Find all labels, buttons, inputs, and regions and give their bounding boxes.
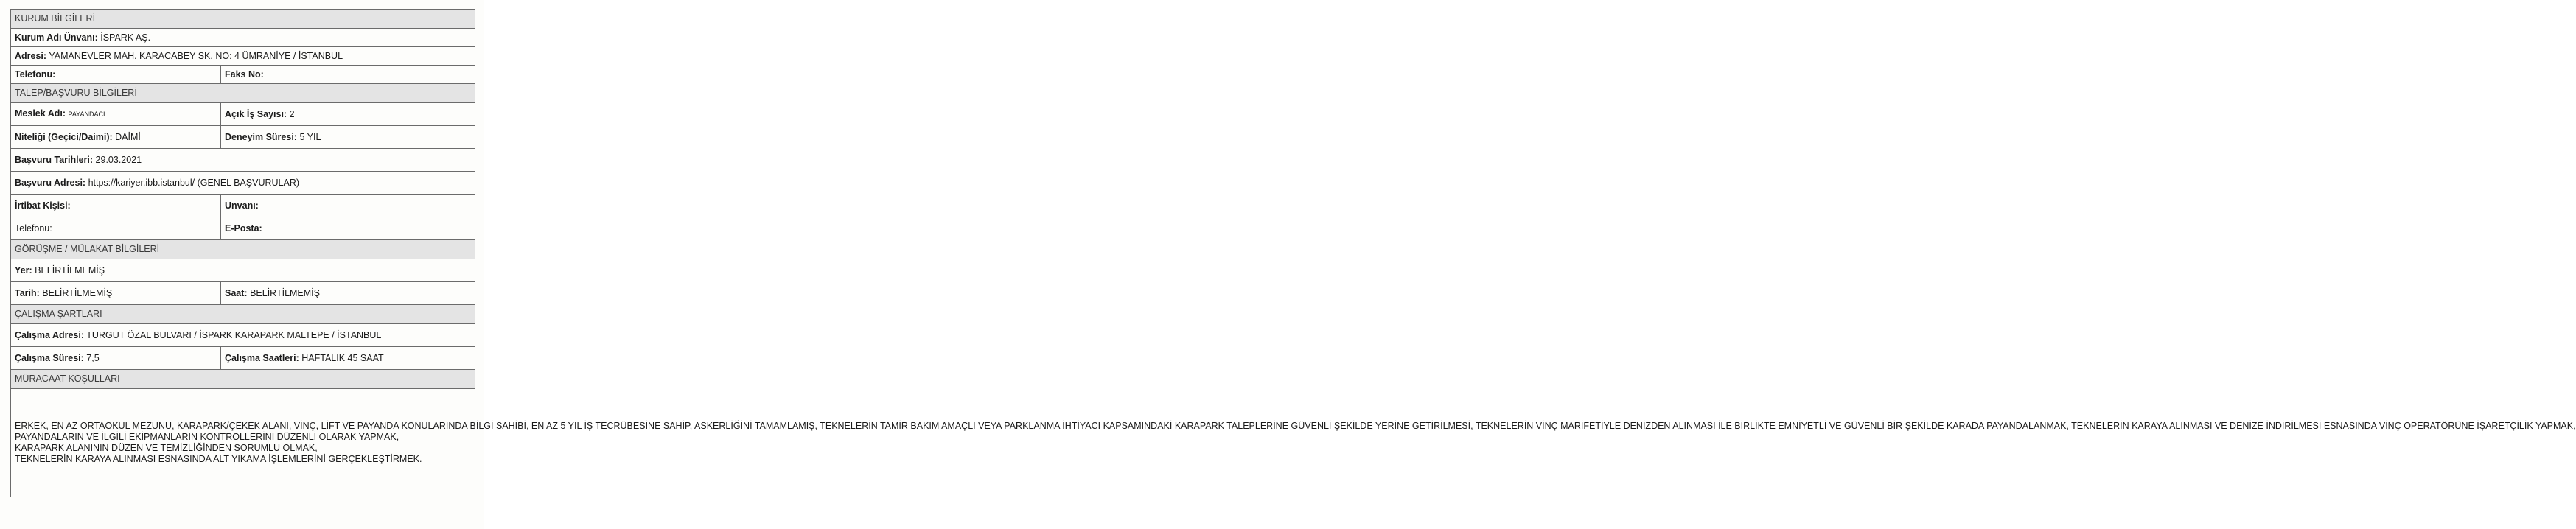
label-kurum-telefon: Telefonu:	[15, 69, 56, 80]
label-calisma-saatleri: Çalışma Saatleri:	[225, 352, 299, 363]
section-header-talep: TALEP/BAŞVURU BİLGİLERİ	[11, 84, 475, 103]
muracaat-kosullari-text	[11, 389, 2576, 497]
label-acik-is: Açık İş Sayısı:	[225, 108, 287, 119]
value-calisma-adresi: TURGUT ÖZAL BULVARI / İSPARK KARAPARK MALTEPE / İSTANBUL	[86, 329, 382, 340]
cell-gorusme-saat	[221, 282, 475, 305]
label-irtibat: İrtibat Kişisi:	[15, 200, 71, 211]
row-calisma-adresi	[11, 324, 475, 347]
label-calisma-adresi: Çalışma Adresi:	[15, 329, 85, 340]
label-faks: Faks No:	[225, 69, 264, 80]
label-nitelik: Niteliği (Geçici/Daimi):	[15, 131, 113, 142]
cell-talep-telefon	[11, 217, 221, 240]
muracaat-line: ERKEK, EN AZ ORTAOKUL MEZUNU, KARAPARK/ÇEKEK ALANI, VİNÇ, LİFT VE PAYANDA KONULARINDA BİLGİ SAHİBİ, EN AZ 5 YIL İŞ TECRÜBESİNE SAHİP, ASKERLİĞİNİ TAMAMLAMIŞ, TEKNELERİN TAMİR BAKIM AMAÇLI VEYA PARKLANMA İHTİYACI KAPSAMINDAKİ KARAPARK TALEPLERİNE GÜVENLİ ŞEKİLDE YERİNE GETİRİLMESİ, TEKNELERİN VİNÇ MARİFETİYLE DENİZDEN ALINMASI İLE BİRLİKTE EMNİYETLİ VE GÜVENLİ BİR ŞEKİLDE KARADA PAYANDALANMAK, TEKNELERİN KARAYA ALINMASI VE DENİZE İNDİRİLMESİ ESNASINDA VİNÇ OPERATÖRÜNE İŞARETÇİLİK YAPMAK,	[15, 421, 2576, 431]
cell-gorusme-tarih	[11, 282, 221, 305]
value-kurum-adi: İSPARK AŞ.	[100, 32, 151, 43]
value-meslek: PAYANDACI	[68, 111, 105, 118]
label-kurum-adi: Kurum Adı Ünvanı:	[15, 32, 98, 43]
label-talep-telefon: Telefonu:	[15, 223, 52, 234]
cell-meslek	[11, 103, 221, 126]
label-unvan: Unvanı:	[225, 200, 259, 211]
section-header-muracaat: MÜRACAAT KOŞULLARI	[11, 370, 475, 389]
value-deneyim: 5 YIL	[299, 131, 321, 142]
value-yer: BELİRTİLMEMİŞ	[35, 264, 105, 276]
row-yer	[11, 259, 475, 282]
section-header-gorusme: GÖRÜŞME / MÜLAKAT BİLGİLERİ	[11, 240, 475, 259]
label-meslek: Meslek Adı:	[15, 108, 66, 119]
job-posting-form	[10, 9, 2576, 497]
label-calisma-suresi: Çalışma Süresi:	[15, 352, 84, 363]
cell-calisma-suresi	[11, 347, 221, 370]
value-basvuru-adresi: https://kariyer.ibb.istanbul/ (GENEL BAŞVURULAR)	[88, 177, 300, 188]
label-eposta: E-Posta:	[225, 223, 262, 234]
cell-acik-is	[221, 103, 475, 126]
label-yer: Yer:	[15, 264, 32, 276]
muracaat-line: PAYANDALARIN VE İLGİLİ EKİPMANLARIN KONTROLLERİNİ DÜZENLİ OLARAK YAPMAK,	[15, 432, 399, 442]
label-basvuru-tarihi: Başvuru Tarihleri:	[15, 154, 94, 165]
row-basvuru-adresi	[11, 172, 475, 195]
value-kurum-adresi: YAMANEVLER MAH. KARACABEY SK. NO: 4 ÜMRANİYE / İSTANBUL	[49, 50, 343, 61]
section-header-kurum: KURUM BİLGİLERİ	[11, 10, 475, 29]
label-deneyim: Deneyim Süresi:	[225, 131, 297, 142]
row-basvuru-tarihi	[11, 149, 475, 172]
value-gorusme-tarih: BELİRTİLMEMİŞ	[42, 287, 113, 298]
cell-eposta	[221, 217, 475, 240]
section-header-calisma: ÇALIŞMA ŞARTLARI	[11, 305, 475, 324]
value-nitelik: DAİMİ	[115, 131, 141, 142]
cell-deneyim	[221, 126, 475, 149]
cell-calisma-saatleri	[221, 347, 475, 370]
muracaat-line: TEKNELERİN KARAYA ALINMASI ESNASINDA ALT YIKAMA İŞLEMLERİNİ GERÇEKLEŞTİRMEK.	[15, 454, 422, 464]
muracaat-line: KARAPARK ALANININ DÜZEN VE TEMİZLİĞİNDEN SORUMLU OLMAK,	[15, 443, 318, 453]
value-calisma-saatleri: HAFTALIK 45 SAAT	[301, 352, 384, 363]
cell-unvan	[221, 195, 475, 217]
row-kurum-adresi	[11, 47, 475, 66]
label-gorusme-tarih: Tarih:	[15, 287, 40, 298]
cell-kurum-telefon	[11, 66, 221, 84]
cell-faks	[221, 66, 475, 84]
value-gorusme-saat: BELİRTİLMEMİŞ	[250, 287, 320, 298]
value-basvuru-tarihi: 29.03.2021	[95, 154, 142, 165]
label-gorusme-saat: Saat:	[225, 287, 248, 298]
label-kurum-adresi: Adresi:	[15, 50, 47, 61]
value-acik-is: 2	[289, 108, 295, 119]
label-basvuru-adresi: Başvuru Adresi:	[15, 177, 86, 188]
value-calisma-suresi: 7,5	[86, 352, 100, 363]
cell-nitelik	[11, 126, 221, 149]
cell-irtibat	[11, 195, 221, 217]
row-kurum-adi	[11, 29, 475, 47]
